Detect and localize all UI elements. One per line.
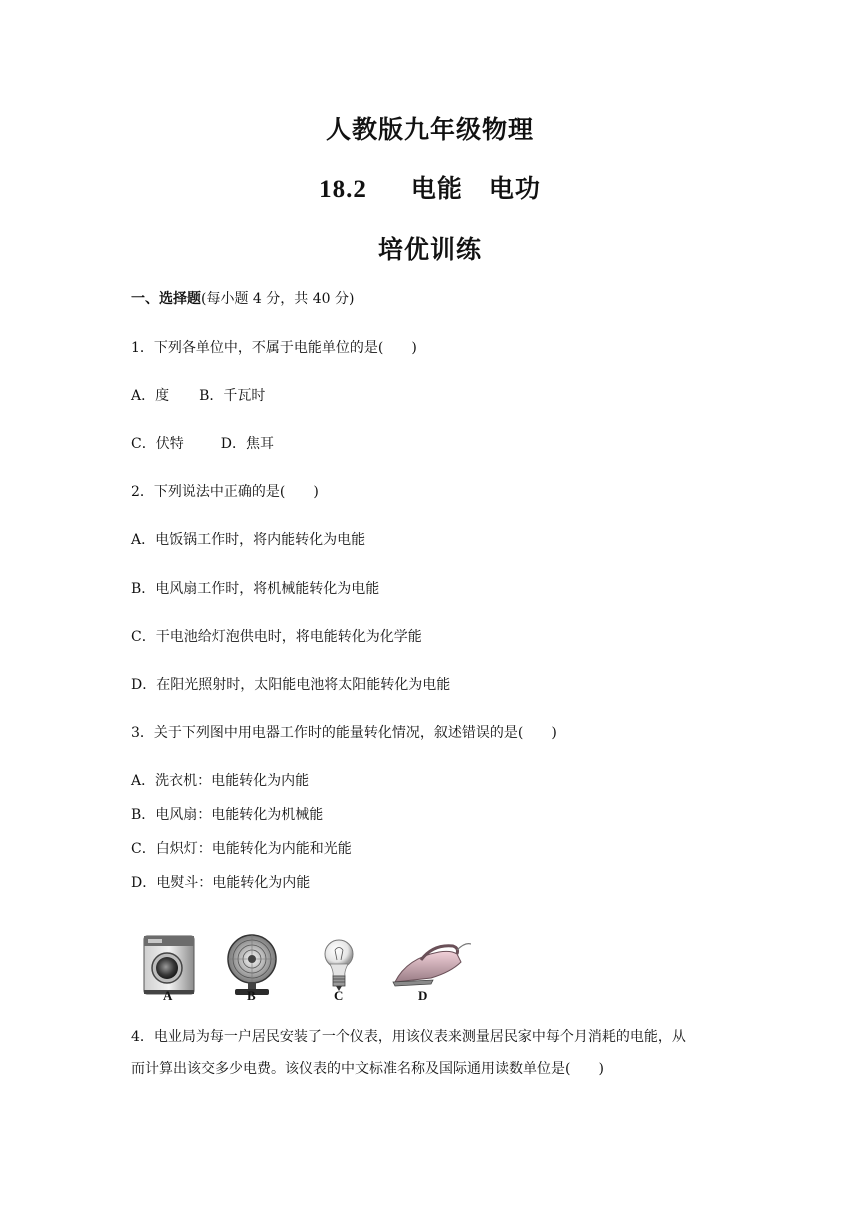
section-title: [0, 169, 860, 205]
figure-caption-d: D: [418, 988, 428, 1003]
electric-fan-icon: [228, 935, 276, 995]
q2-option-c: C．干电池给灯泡供电时，将电能转化为化学能: [131, 629, 422, 645]
figure-caption-c: C: [334, 988, 344, 1003]
figure-caption-a: A: [163, 988, 173, 1003]
q1-options-row1: [131, 387, 265, 405]
section-heading: [131, 290, 354, 308]
q1-option-d: D．焦耳: [220, 436, 274, 452]
section-title-a: 电能: [410, 174, 463, 203]
q4-stem-line2: 而计算出该交多少电费。该仪表的中文标准名称及国际通用读数单位是( ): [131, 1061, 604, 1077]
figure-caption-b: B: [247, 988, 256, 1003]
q4-stem-line1: 4．电业局为每一户居民安装了一个仪表，用该仪表来测量居民家中每个月消耗的电能，从: [131, 1029, 686, 1045]
section-title-b: 电功: [488, 174, 541, 203]
section-number: 18.2: [319, 176, 367, 203]
q2-stem: 2．下列说法中正确的是( ): [131, 484, 319, 500]
q1-options-row2: [131, 435, 274, 453]
washing-machine-icon: [144, 936, 194, 994]
light-bulb-icon: [325, 940, 353, 991]
q2-option-a: A．电饭锅工作时，将内能转化为电能: [131, 532, 366, 548]
section-heading-label: 一、选择题: [131, 291, 201, 307]
q1-option-b: B．千瓦时: [199, 388, 266, 404]
q2-option-d: D．在阳光照射时，太阳能电池将太阳能转化为电能: [131, 677, 451, 693]
document-title: 人教版九年级物理: [325, 115, 534, 144]
q1-option-c: C．伏特: [131, 436, 184, 452]
q3-stem: 3．关于下列图中用电器工作时的能量转化情况，叙述错误的是( ): [131, 725, 557, 741]
q2-option-b: B．电风扇工作时，将机械能转化为电能: [131, 581, 380, 597]
q3-option-b: B．电风扇：电能转化为机械能: [131, 807, 324, 823]
q3-option-c: C．白炽灯：电能转化为内能和光能: [131, 841, 352, 857]
q1-option-a: A．度: [131, 388, 170, 404]
section-heading-note: (每小题 4 分，共 40 分): [201, 291, 355, 307]
q3-option-a: A．洗衣机：电能转化为内能: [131, 773, 310, 789]
q1-stem: 1．下列各单位中，不属于电能单位的是( ): [131, 340, 417, 356]
document-subtitle: 培优训练: [377, 235, 482, 264]
q3-option-d: D．电熨斗：电能转化为内能: [131, 875, 311, 891]
electric-iron-icon: [393, 944, 471, 986]
